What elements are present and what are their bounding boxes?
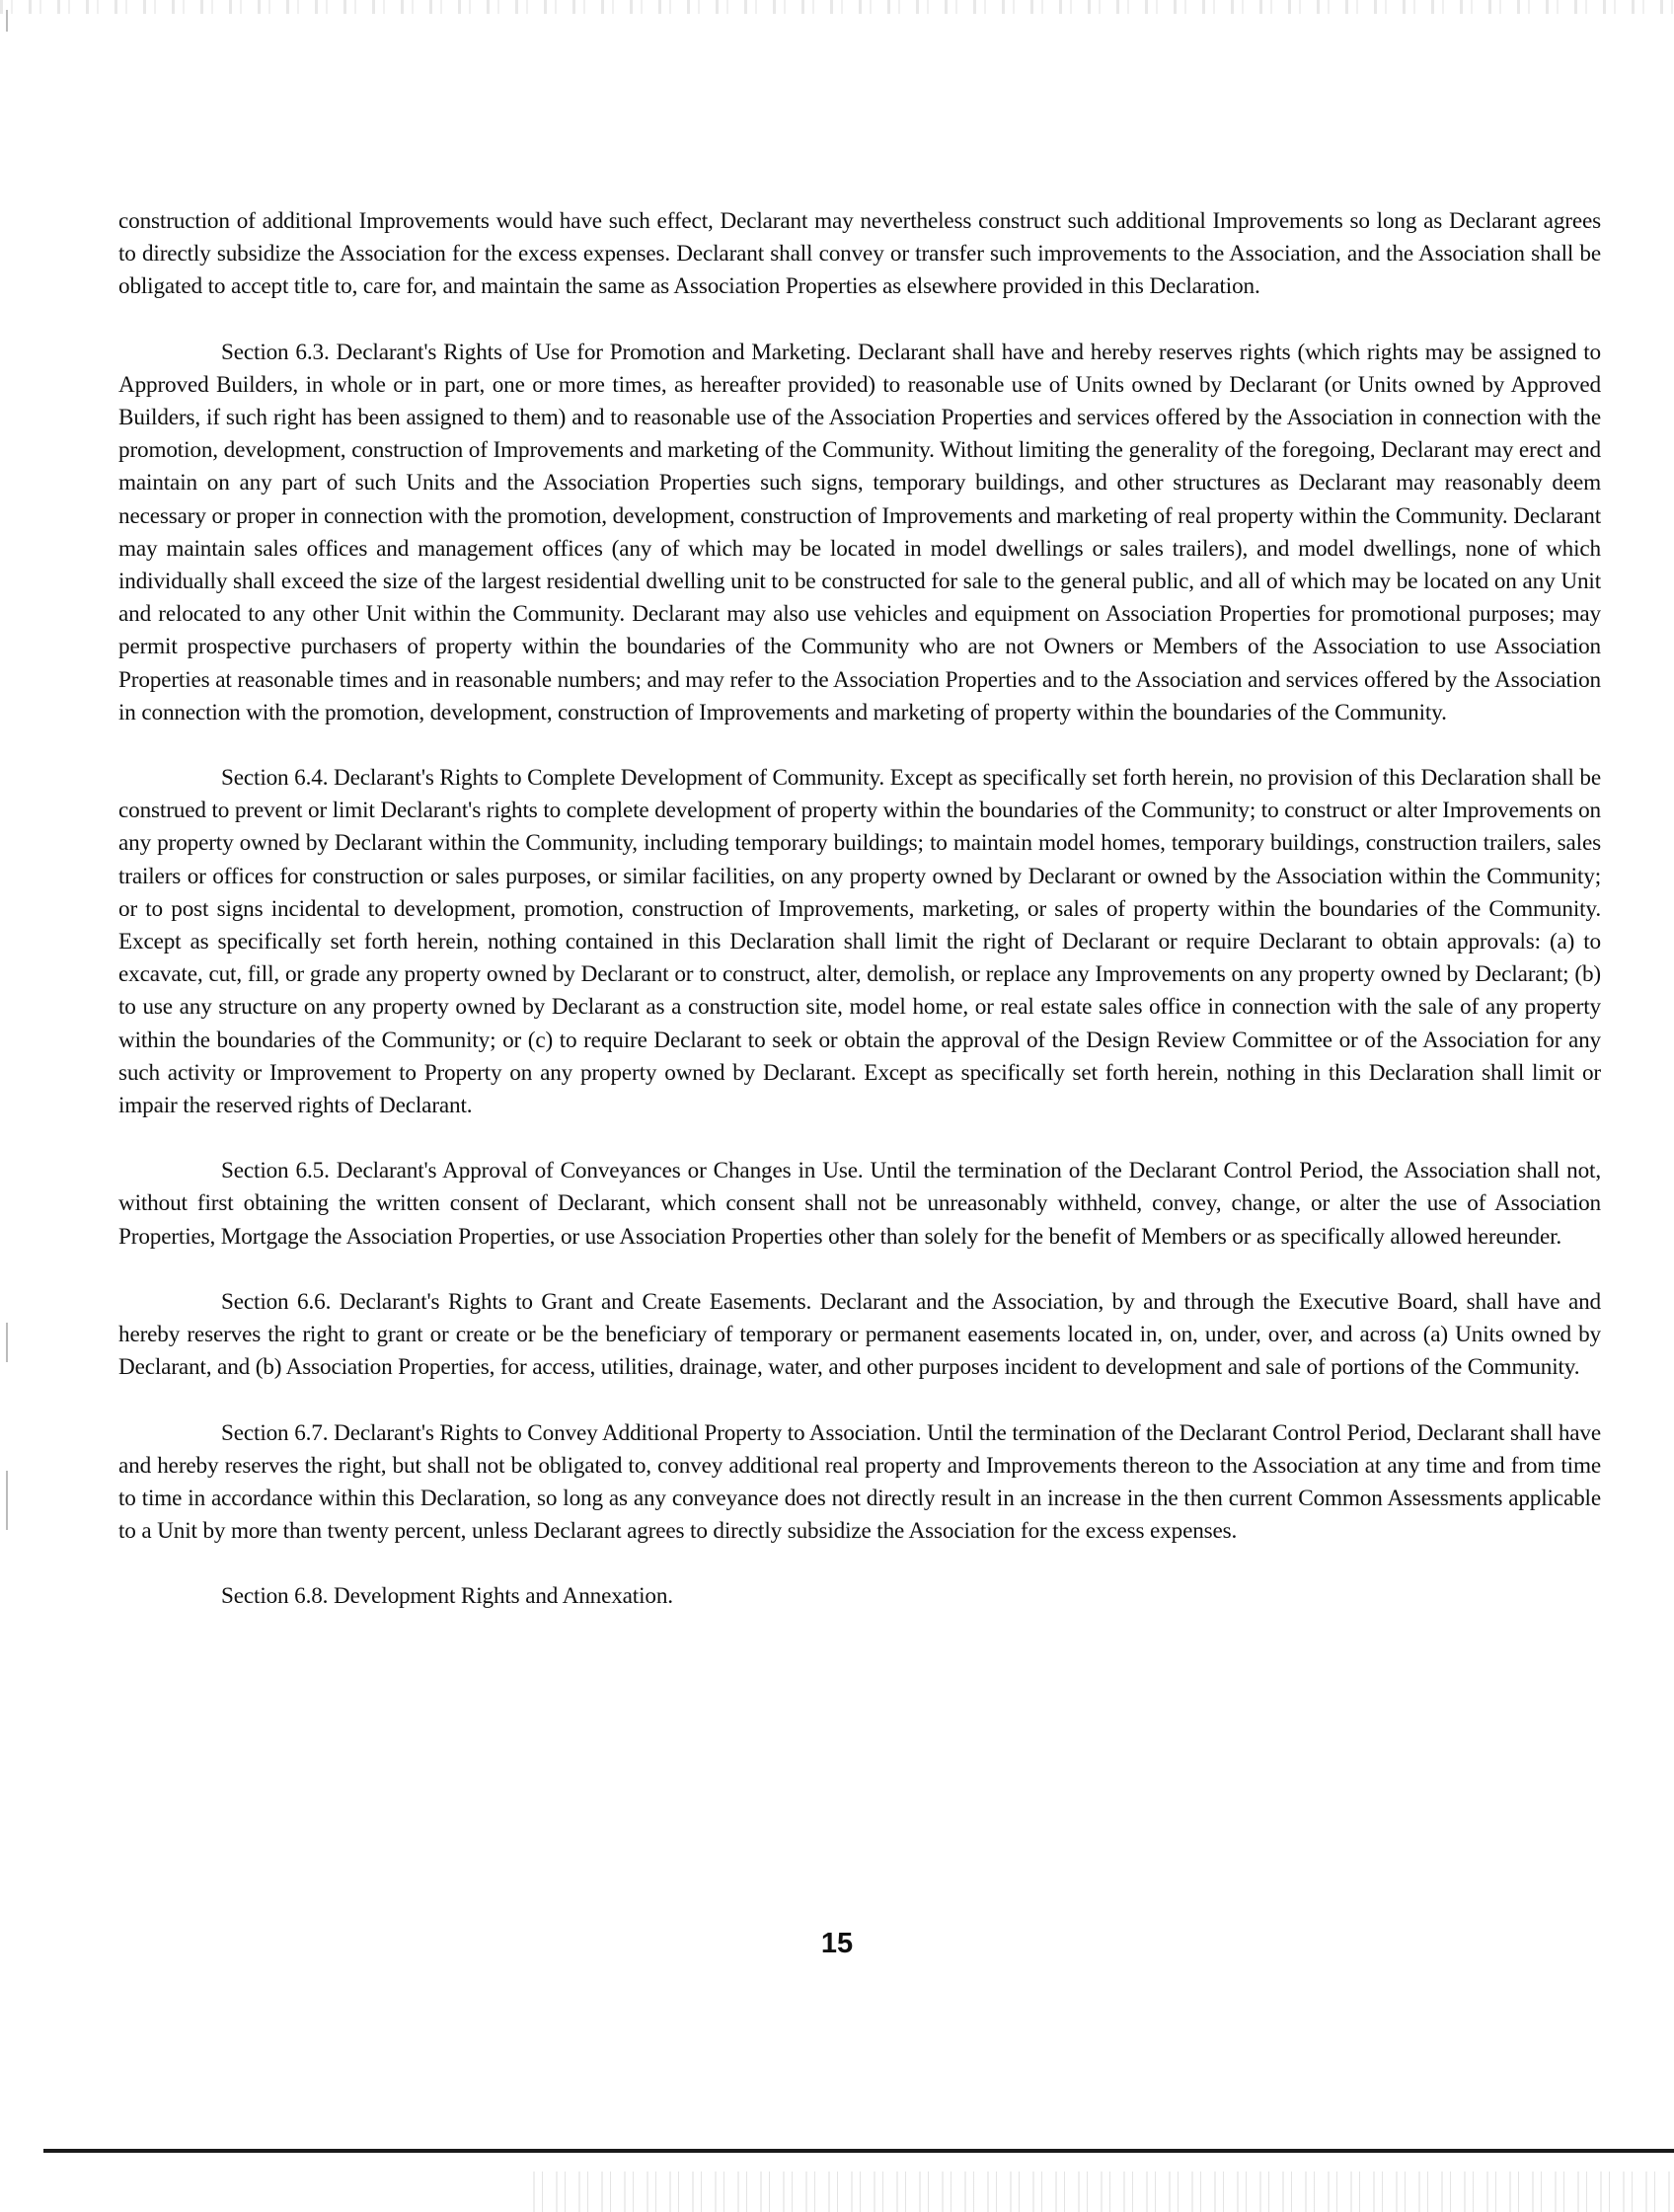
paragraph-section-6-6: Section 6.6. Declarant's Rights to Grant and Create Easements. Declarant and the Association, by and through the Executive Board, shall have and hereby reserves the right to grant or create or be the beneficiary of temporary or permanent easements located in, on, under, over, and across (a) Units owned by Declarant, and (b) Association Properties, for access, utilities, drainage, water, and other purposes incident to development and sale of portions of the Community.	[118, 1288, 1601, 1381]
page-number: 15	[820, 1928, 854, 1959]
paragraph-section-6-8: Section 6.8. Development Rights and Annexation.	[221, 1583, 673, 1610]
scan-artifact-bottom	[533, 2172, 1674, 2212]
paragraph-section-6-5: Section 6.5. Declarant's Approval of Conveyances or Changes in Use. Until the termination of the Declarant Control Period, the Association shall not, without first obtaining the written consent of Declarant, which consent shall not be unreasonably withheld, convey, change, or alter the use of Association Properties, Mortgage the Association Properties, or use Association Properties other than solely for the benefit of Members or as specifically allowed hereunder.	[118, 1158, 1601, 1250]
paragraph-section-6-4: Section 6.4. Declarant's Rights to Complete Development of Community. Except as specifically set forth herein, no provision of this Declaration shall be construed to prevent or limit Declarant's rights to complete development of property within the boundaries of the Community; to construct or alter Improvements on any property owned by Declarant within the Community, including temporary buildings; to maintain model homes, temporary buildings, construction trailers, sales trailers or offices for construction or sales purposes, or similar facilities, on any property owned by Declarant or owned by the Association within the Community; or to post signs incidental to development, promotion, construction of Improvements, marketing, or sales of property within the boundaries of the Community. Except as specifically set forth herein, nothing contained in this Declaration shall limit the right of Declarant or require Declarant to obtain approvals: (a) to excavate, cut, fill, or grade any property owned by Declarant or to construct, alter, demolish, or replace any Improvements on any property owned by Declarant; (b) to use any structure on any property owned by Declarant as a construction site, model home, or real estate sales office in connection with the sale of any property within the boundaries of the Community; or (c) to require Declarant to seek or obtain the approval of the Design Review Committee or of the Association for any such activity or Improvement to Property on any property owned by Declarant. Except as specifically set forth herein, nothing in this Declaration shall limit or impair the reserved rights of Declarant.	[118, 765, 1601, 1119]
scan-artifact-left	[6, 10, 8, 32]
scan-artifact-left	[6, 1471, 8, 1530]
scan-artifact-left	[6, 1323, 8, 1362]
paragraph-section-6-7: Section 6.7. Declarant's Rights to Convey Additional Property to Association. Until the termination of the Declarant Control Period, Declarant shall have and hereby reserves the right, but shall not be obligated to, convey additional real property and Improvements thereon to the Association at any time and from time to time in accordance within this Declaration, so long as any conveyance does not directly result in an increase in the then current Common Assessments applicable to a Unit by more than twenty percent, unless Declarant agrees to directly subsidize the Association for the excess expenses.	[118, 1419, 1601, 1545]
document-body	[118, 205, 1601, 1614]
scan-artifact-top	[0, 0, 1674, 14]
footer-rule	[43, 2149, 1674, 2153]
paragraph-continuation: construction of additional Improvements would have such effect, Declarant may nevertheless construct such additional Improvements so long as Declarant agrees to directly subsidize the Association for the excess expenses. Declarant shall convey or transfer such improvements to the Association, and the Association shall be obligated to accept title to, care for, and maintain the same as Association Properties as elsewhere provided in this Declaration.	[118, 208, 1601, 300]
paragraph-section-6-3: Section 6.3. Declarant's Rights of Use for Promotion and Marketing. Declarant shall have and hereby reserves rights (which rights may be assigned to Approved Builders, in whole or in part, one or more times, as hereafter provided) to reasonable use of Units owned by Declarant (or Units owned by Approved Builders, if such right has been assigned to them) and to reasonable use of the Association Properties and services offered by the Association in connection with the promotion, development, construction of Improvements and marketing of the Community. Without limiting the generality of the foregoing, Declarant may erect and maintain on any part of such Units and the Association Properties such signs, temporary buildings, and other structures as Declarant may reasonably deem necessary or proper in connection with the promotion, development, construction of Improvements and marketing of real property within the Community. Declarant may maintain sales offices and management offices (any of which may be located in model dwellings or sales trailers), and model dwellings, none of which individually shall exceed the size of the largest residential dwelling unit to be constructed for sale to the general public, and all of which may be located on any Unit and relocated to any other Unit within the Community. Declarant may also use vehicles and equipment on Association Properties for promotional purposes; may permit prospective purchasers of property within the boundaries of the Community who are not Owners or Members of the Association to use Association Properties at reasonable times and in reasonable numbers; and may refer to the Association Properties and to the Association and services offered by the Association in connection with the promotion, development, construction of Improvements and marketing of property within the boundaries of the Community.	[118, 339, 1601, 725]
